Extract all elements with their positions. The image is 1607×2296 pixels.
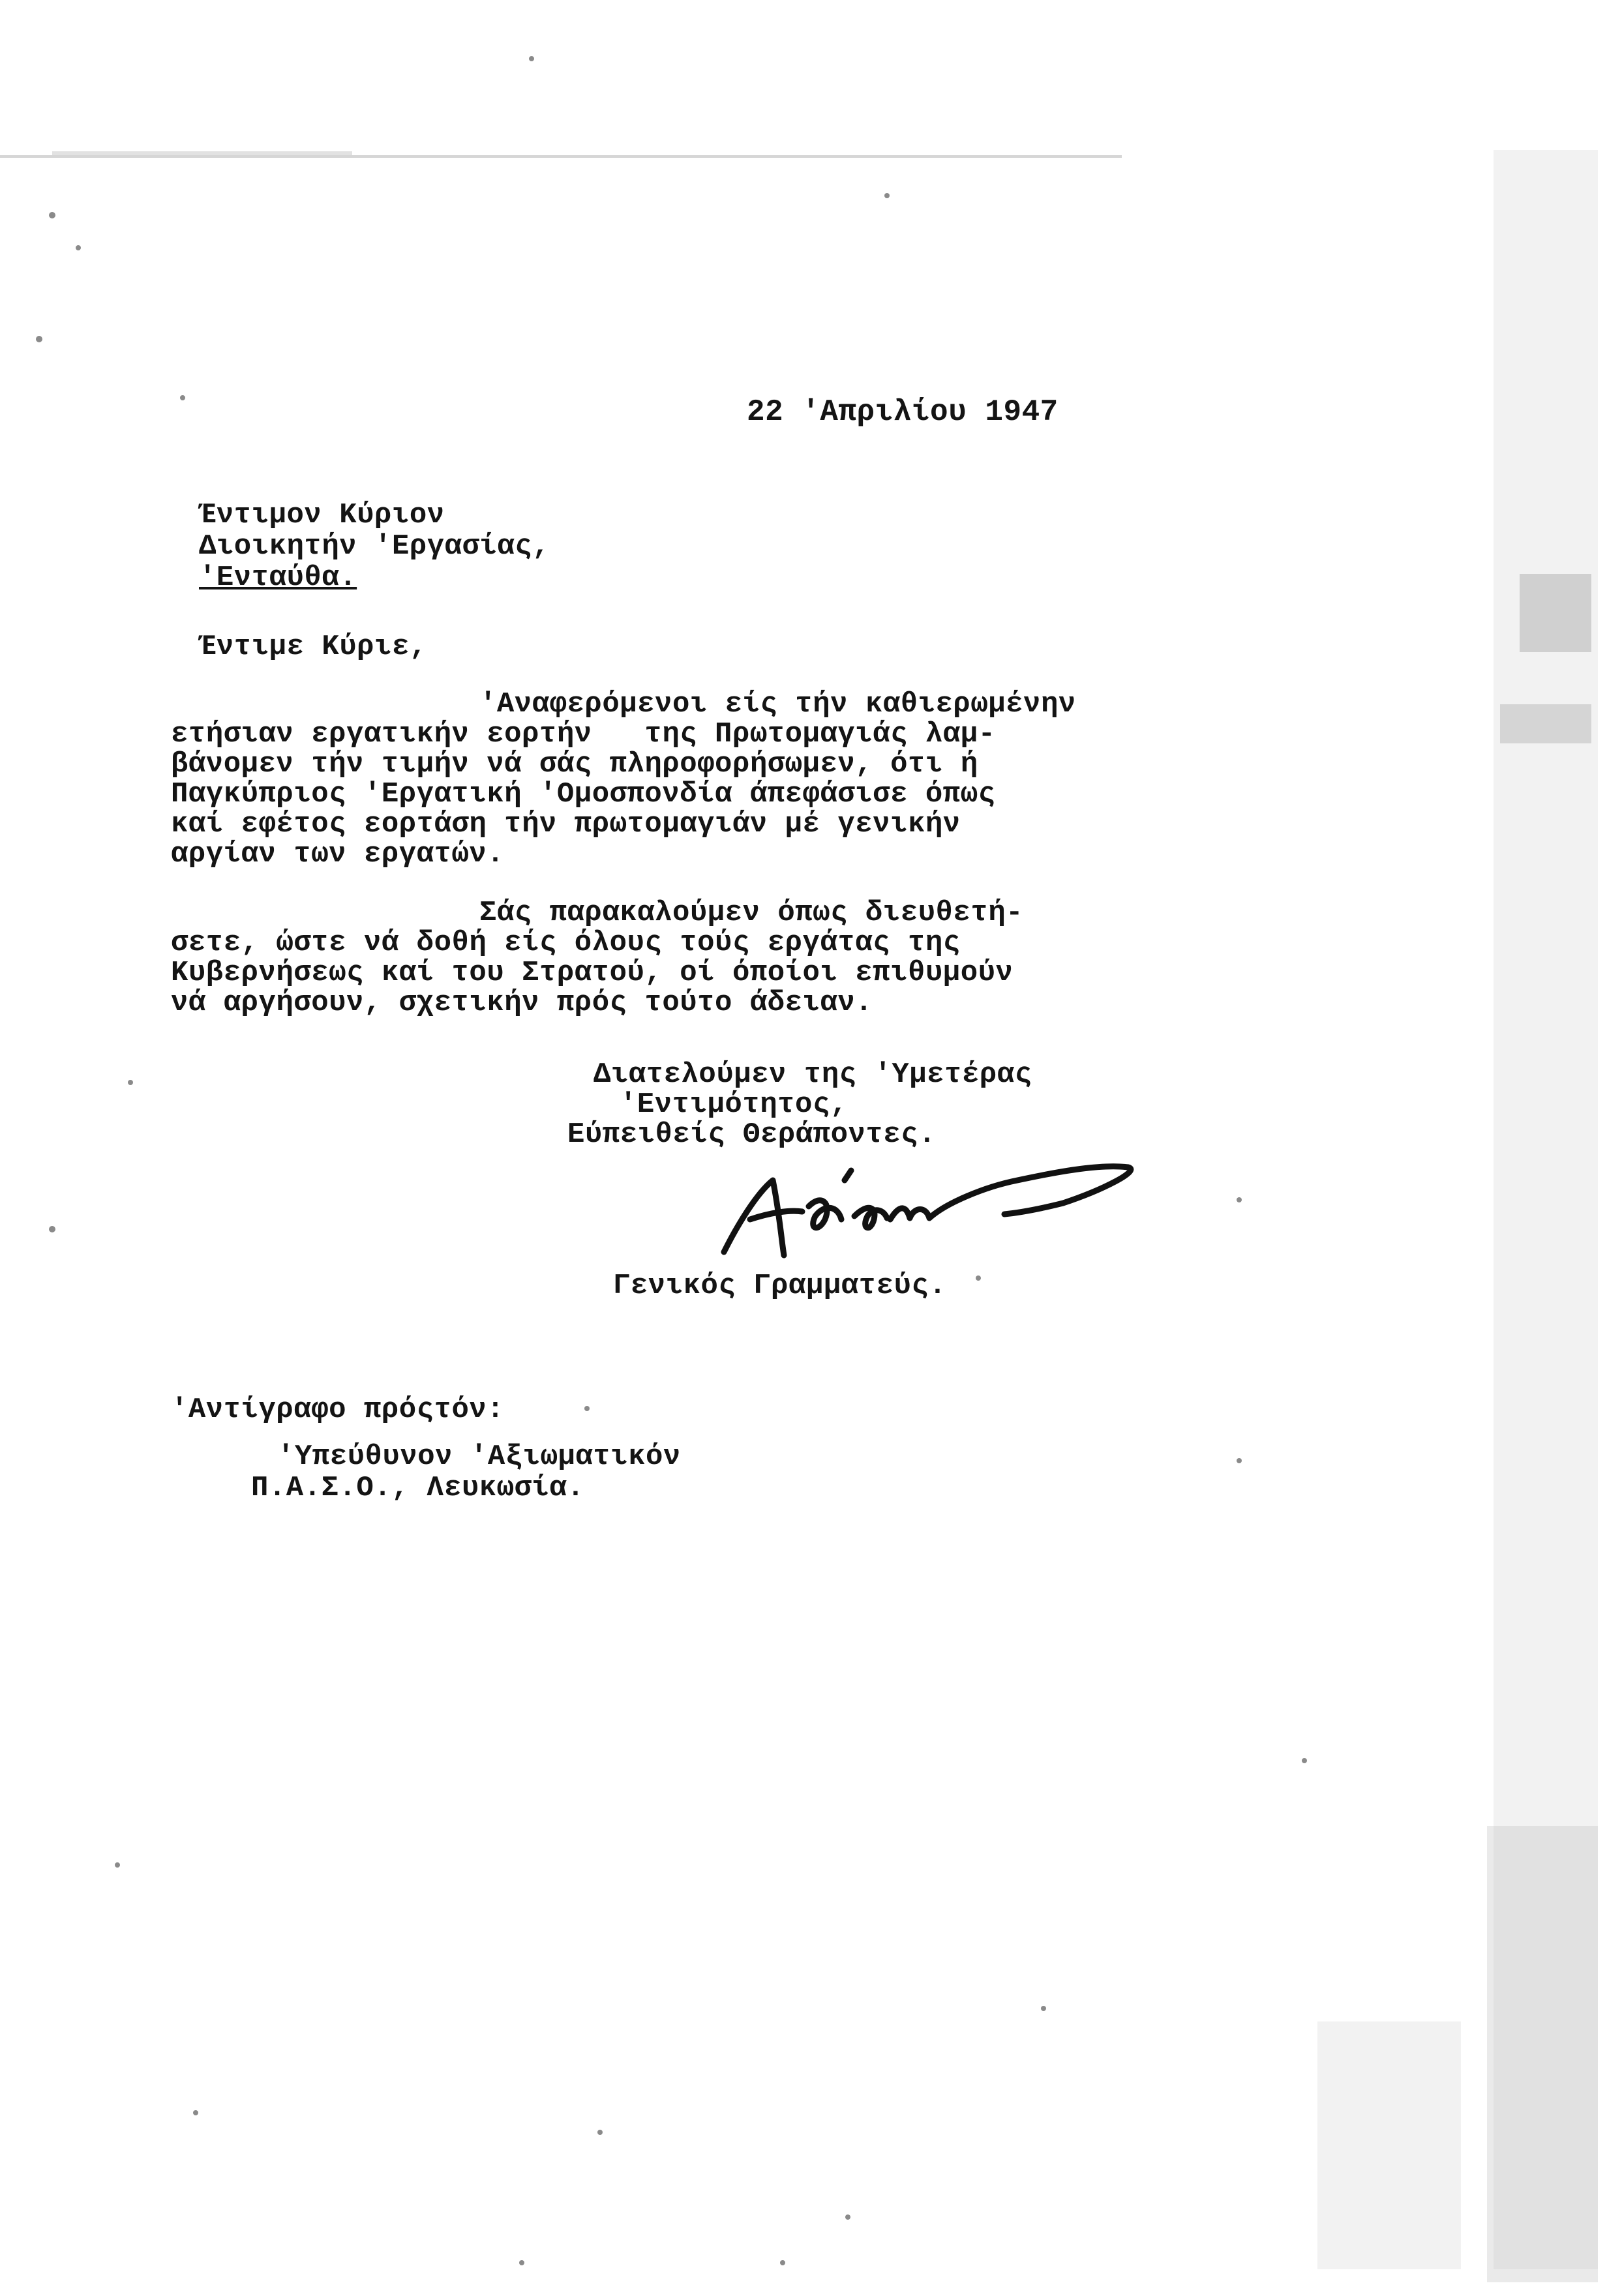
copy-recipient-2: Π.Α.Σ.Ο., Λευκωσία. bbox=[251, 1472, 585, 1504]
paragraph-2-line-1: Σάς παρακαλούμεν όπως διευθετή- bbox=[479, 897, 1024, 929]
signer-title: Γενικός Γραμματεύς. bbox=[613, 1270, 947, 1302]
copies-heading: 'Αντίγραφο πρόςτόν: bbox=[171, 1394, 505, 1426]
salutation: Έντιμε Κύριε, bbox=[199, 631, 427, 663]
paragraph-1-line-3: βάνομεν τήν τιμήν νά σάς πληροφορήσωμεν, ότι ή bbox=[171, 748, 978, 781]
paragraph-2-line-3: Κυβερνήσεως καί του Στρατού, οί όποίοι επιθυμούν bbox=[171, 957, 1014, 989]
copy-recipient-1: 'Υπεύθυνον 'Αξιωματικόν bbox=[277, 1440, 681, 1473]
addressee-line-3: 'Ενταύθα. bbox=[199, 561, 357, 594]
paragraph-2-line-2: σετε, ώστε νά δοθή είς όλους τούς εργάτας της bbox=[171, 927, 961, 959]
addressee-line-1: Έντιμον Κύριον bbox=[199, 499, 445, 531]
closing-line-2: 'Εντιμότητος, bbox=[620, 1088, 848, 1121]
paragraph-1-line-4: Παγκύπριος 'Εργατική 'Ομοσπονδία άπεφάσισε όπως bbox=[171, 778, 996, 811]
closing-line-1: Διατελούμεν της 'Υμετέρας bbox=[593, 1058, 1032, 1091]
paragraph-1-line-5: καί εφέτος εορτάση τήν πρωτομαγιάν μέ γενικήν bbox=[171, 808, 961, 841]
handwritten-signature bbox=[711, 1141, 1167, 1272]
letter-date: 22 'Απριλίου 1947 bbox=[747, 395, 1059, 429]
paragraph-2-line-4: νά αργήσουν, σχετικήν πρός τούτο άδειαν. bbox=[171, 987, 873, 1019]
addressee-line-2: Διοικητήν 'Εργασίας, bbox=[199, 530, 550, 563]
closing-line-3: Εύπειθείς Θεράποντες. bbox=[567, 1118, 936, 1151]
paragraph-1-line-2: ετήσιαν εργατικήν εορτήν της Πρωτομαγιάς λαμ- bbox=[171, 718, 996, 751]
paragraph-1-line-1: 'Αναφερόμενοι είς τήν καθιερωμένην bbox=[479, 688, 1076, 721]
paragraph-1-line-6: αργίαν των εργατών. bbox=[171, 838, 505, 871]
